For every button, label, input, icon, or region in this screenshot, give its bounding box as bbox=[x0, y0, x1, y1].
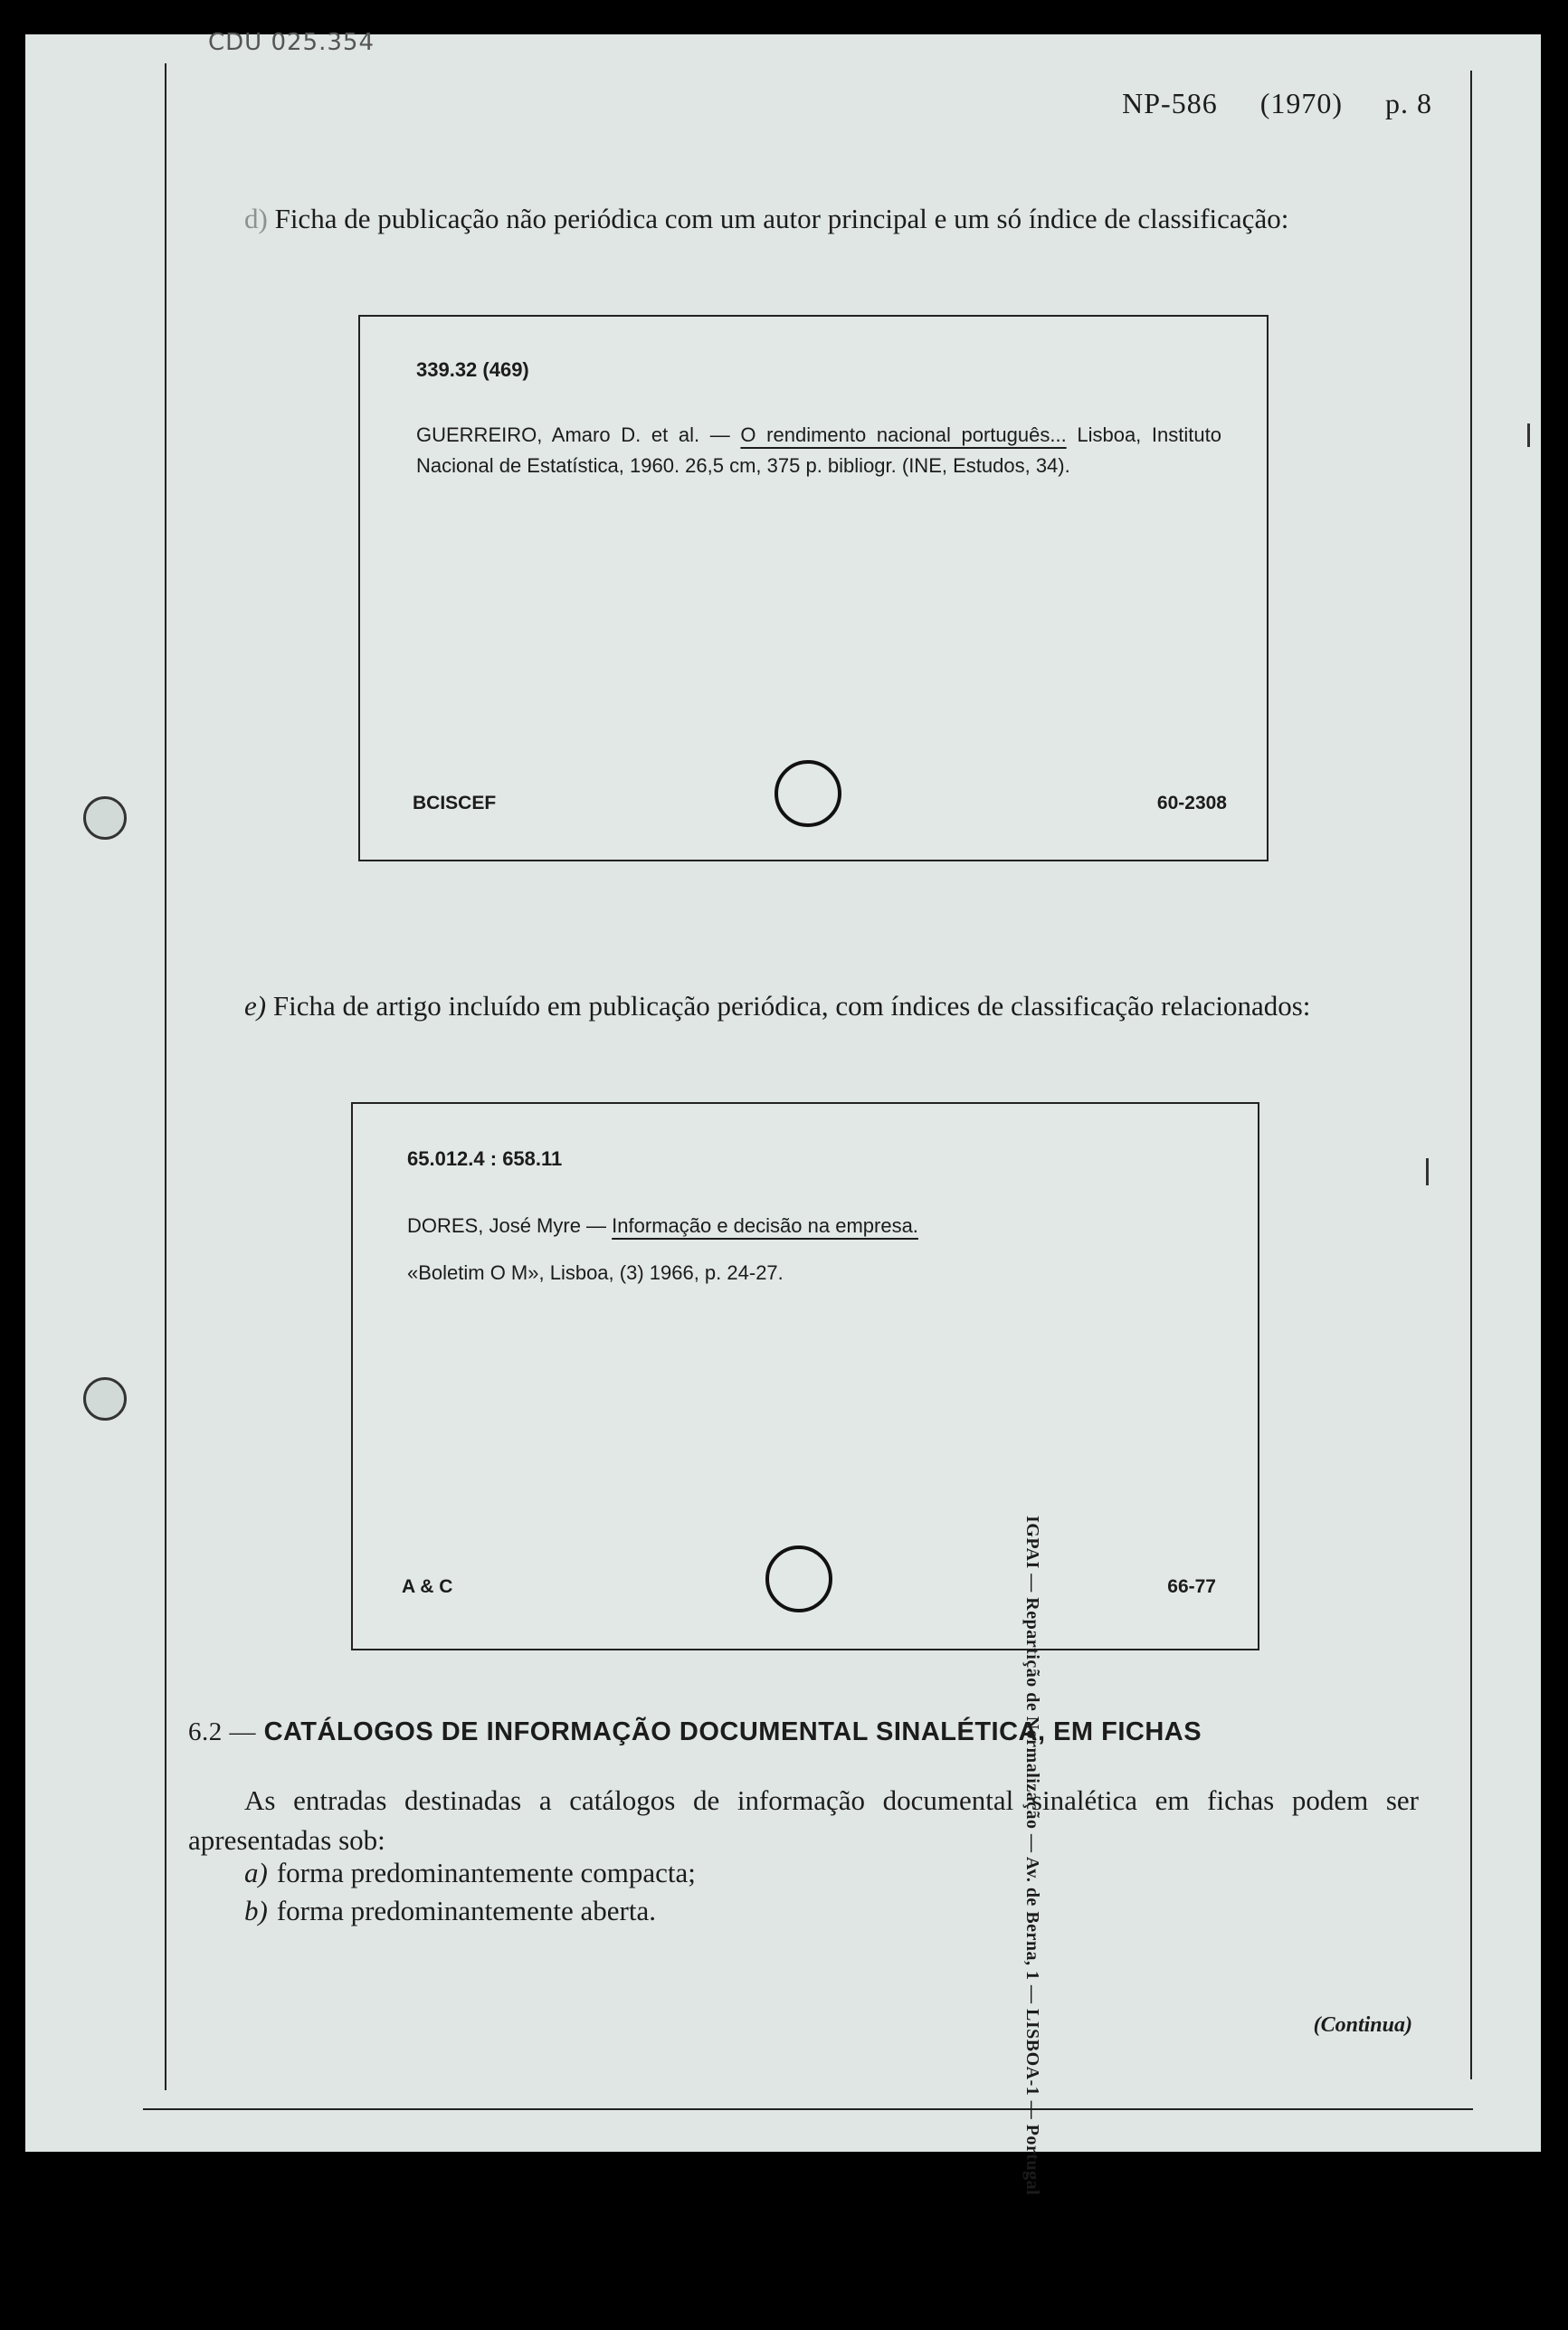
card-e-classification: 65.012.4 : 658.11 bbox=[407, 1147, 563, 1170]
item-d-paragraph bbox=[188, 199, 1419, 239]
publisher-side-text: IGPAI — Repartição de Normalização — Av. de Berna, 1 — LISBOA-1 — Portugal bbox=[1022, 1516, 1042, 2196]
frame-left-rule bbox=[165, 63, 166, 2090]
standard-number: NP-586 bbox=[1122, 87, 1218, 119]
card-e-card-number: 66-77 bbox=[1167, 1576, 1216, 1597]
catalog-card-e bbox=[351, 1102, 1259, 1650]
page-header bbox=[1088, 87, 1432, 120]
card-e-source: «Boletim O M», Lisboa, (3) 1966, p. 24-27. bbox=[407, 1261, 784, 1284]
margin-mark bbox=[1426, 1158, 1429, 1185]
card-d-entry bbox=[416, 420, 1221, 481]
section-heading bbox=[188, 1717, 1202, 1747]
margin-mark bbox=[1527, 423, 1530, 447]
card-e-entry bbox=[407, 1211, 1212, 1241]
item-d-label: d) bbox=[244, 203, 268, 234]
card-d-card-number: 60-2308 bbox=[1156, 793, 1227, 813]
punch-hole-lower bbox=[83, 1377, 127, 1421]
section-title: CATÁLOGOS DE INFORMAÇÃO DOCUMENTAL SINALÉTICA, EM FICHAS bbox=[263, 1717, 1202, 1746]
card-d-library-code: BCISCEF bbox=[413, 793, 497, 813]
card-d-title: O rendimento nacional português... bbox=[740, 423, 1067, 446]
card-d-rod-hole bbox=[774, 760, 841, 827]
card-e-title: Informação e decisão na empresa. bbox=[612, 1214, 918, 1237]
item-d-text: Ficha de publicação não periódica com um autor principal e um só índice de classificação: bbox=[274, 203, 1289, 234]
frame-right-rule bbox=[1470, 71, 1472, 2079]
item-e-label: e) bbox=[244, 990, 267, 1022]
standard-year: (1970) bbox=[1259, 87, 1343, 119]
list-item-b bbox=[244, 1895, 656, 1927]
list-item-b-label: b) bbox=[244, 1895, 268, 1926]
list-item-a-text: forma predominantemente compacta; bbox=[276, 1857, 696, 1888]
card-e-rod-hole bbox=[765, 1545, 832, 1612]
item-e-text: Ficha de artigo incluído em publicação periódica, com índices de classificação relacionados: bbox=[272, 990, 1311, 1022]
top-code: CDU 025.354 bbox=[208, 29, 375, 56]
punch-hole-upper bbox=[83, 796, 127, 840]
list-item-a-label: a) bbox=[244, 1857, 268, 1888]
item-e-paragraph bbox=[188, 986, 1419, 1026]
card-d-author: GUERREIRO, Amaro D. et al. — bbox=[416, 423, 730, 446]
list-item-a bbox=[244, 1857, 696, 1889]
frame-bottom-rule bbox=[143, 2108, 1473, 2110]
continua-note: (Continua) bbox=[1313, 2013, 1412, 2037]
catalog-card-d bbox=[358, 315, 1269, 861]
section-number: 6.2 — bbox=[188, 1717, 256, 1746]
list-item-b-text: forma predominantemente aberta. bbox=[276, 1895, 656, 1926]
card-d-classification: 339.32 (469) bbox=[416, 358, 529, 381]
card-e-author: DORES, José Myre — bbox=[407, 1214, 607, 1237]
card-d-imprint: Lisboa, Instituto Nacional de Estatística, 1960. 26,5 cm, 375 p. bibliogr. (INE, Estudos, 34). bbox=[416, 423, 1221, 477]
card-e-library-code: A & C bbox=[402, 1576, 453, 1597]
section-paragraph: As entradas destinadas a catálogos de informação documental sinalética em fichas podem ser apresentadas sob: bbox=[188, 1784, 1419, 1856]
page-number: p. 8 bbox=[1385, 87, 1432, 119]
